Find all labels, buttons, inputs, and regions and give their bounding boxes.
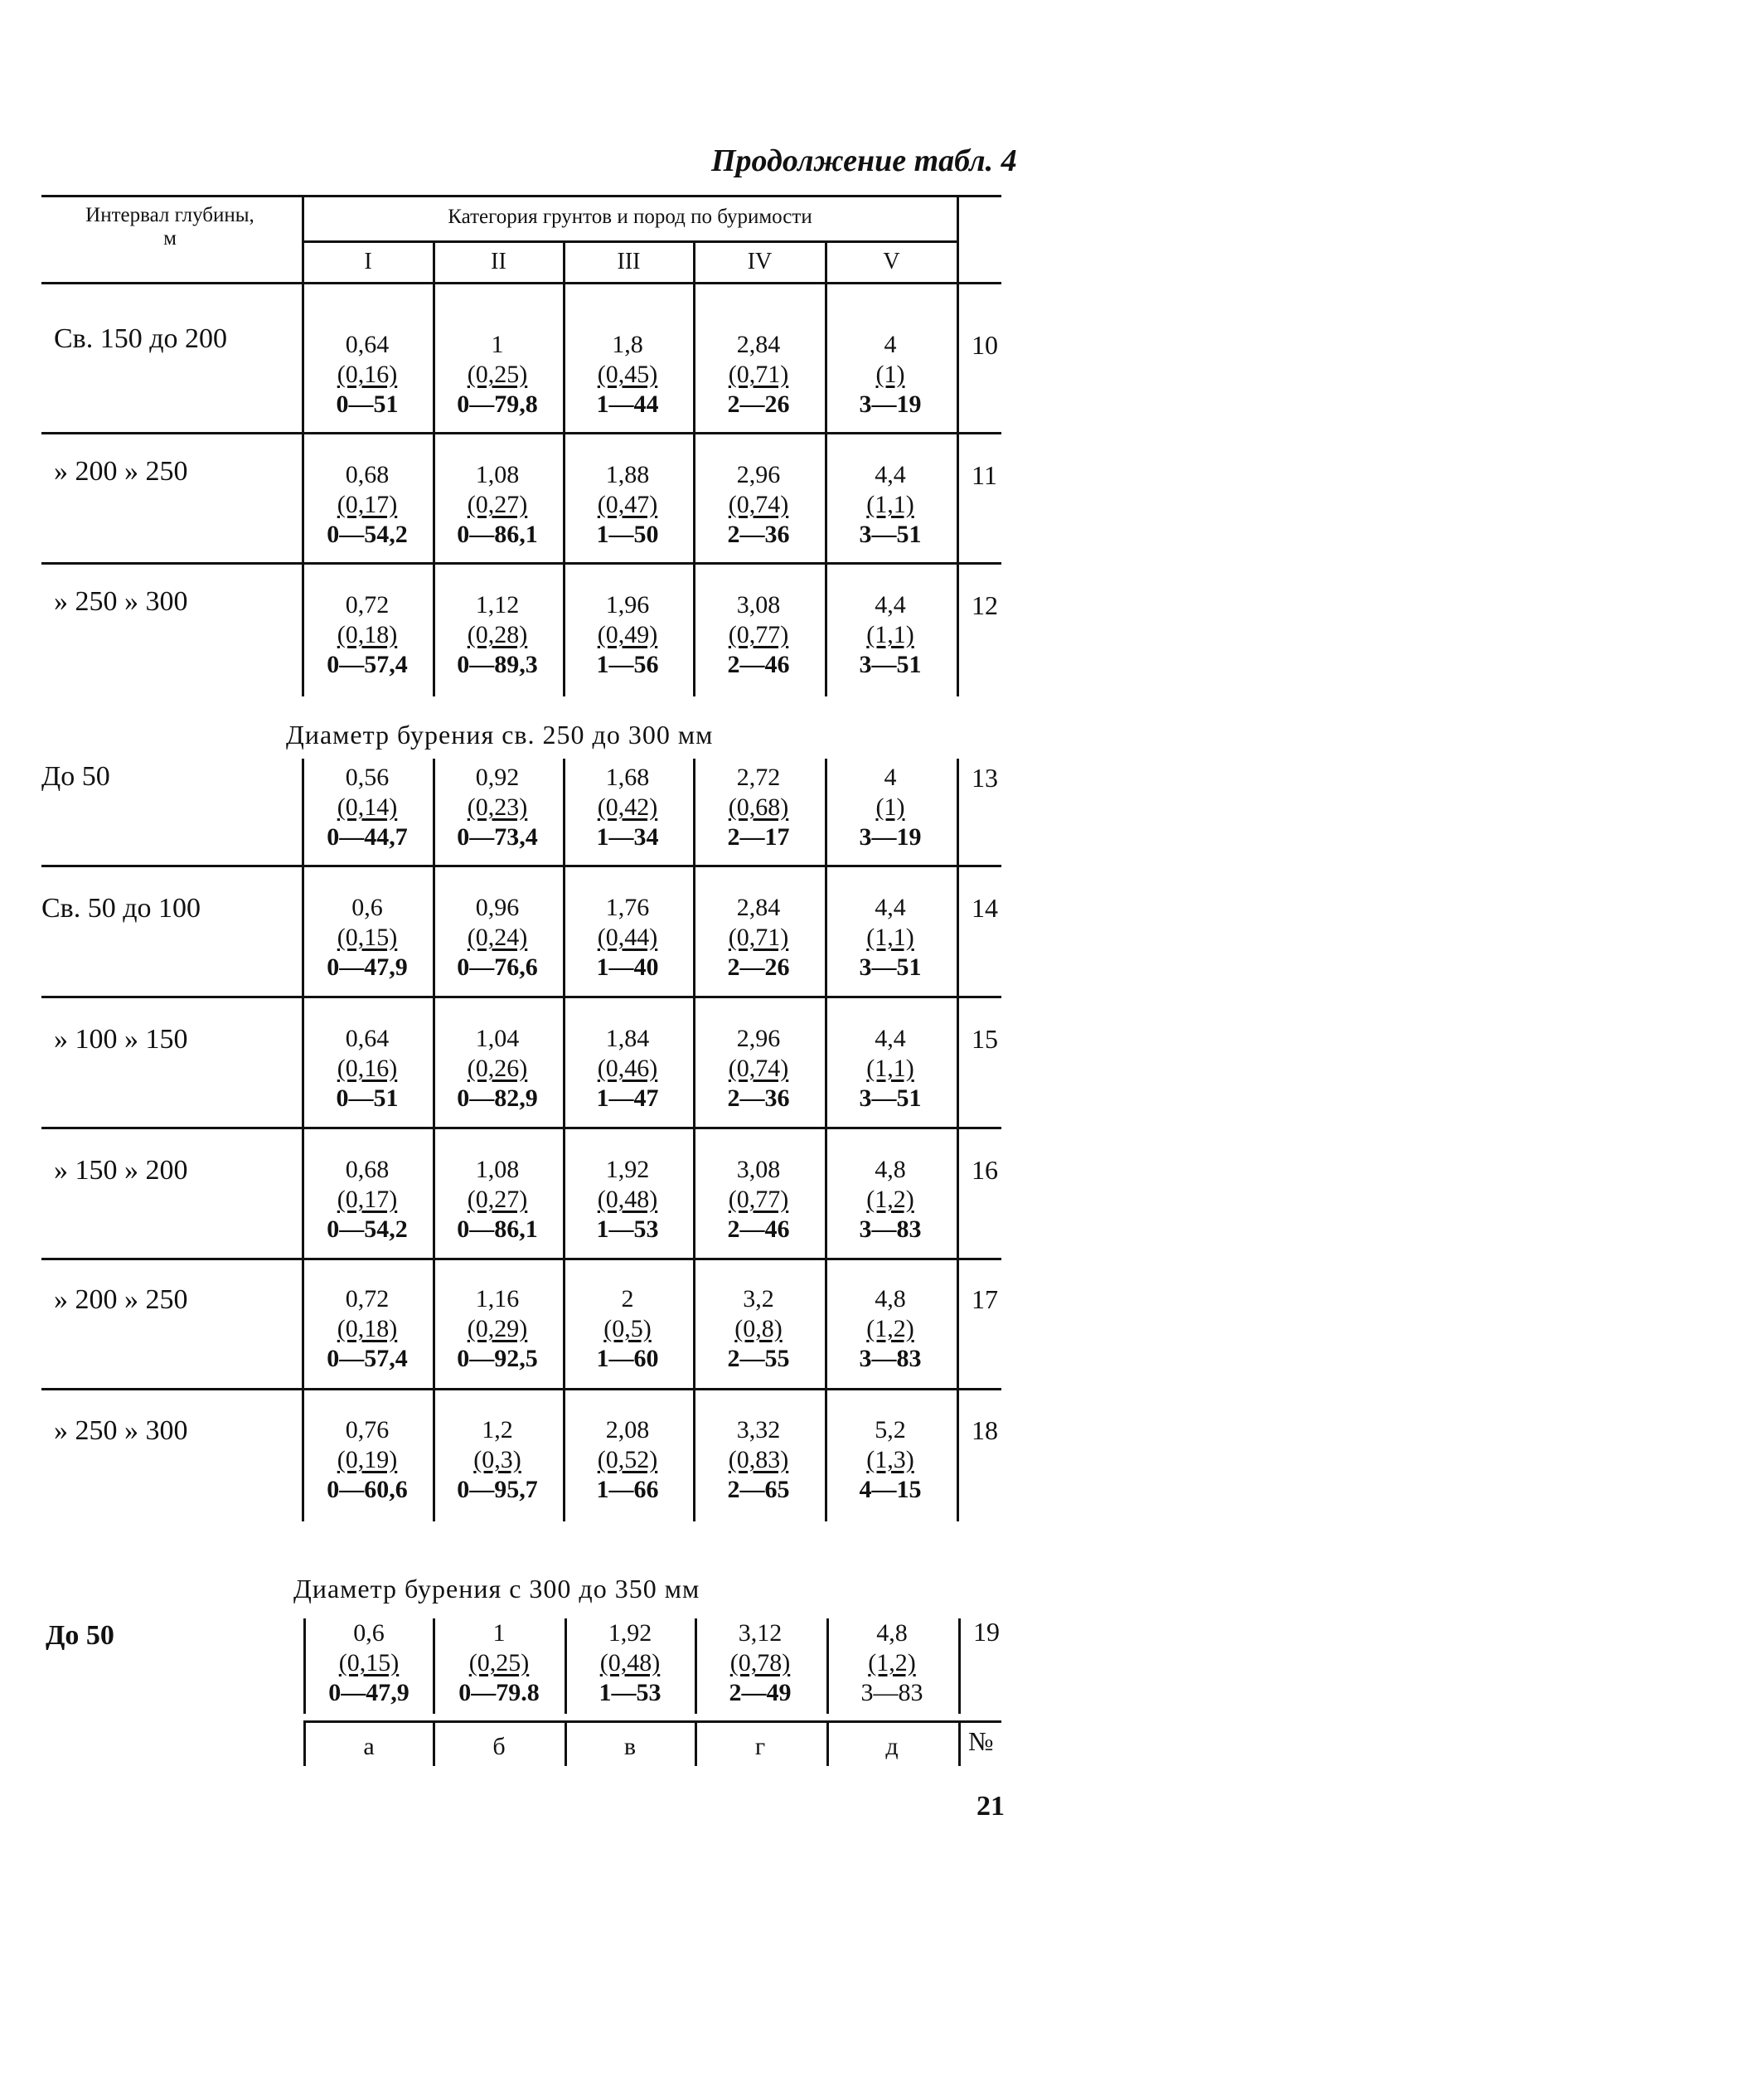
- depth-interval-label: » 250 » 300: [54, 1415, 188, 1446]
- column-rule: [693, 284, 695, 696]
- rate-value: 4,8: [875, 1285, 906, 1312]
- rate-range: 0—79,8: [457, 391, 538, 418]
- rate-paren: (0,15): [338, 1649, 400, 1676]
- rate-paren: (0,27): [467, 1186, 528, 1213]
- rate-range: 0—73,4: [457, 823, 538, 851]
- rate-range: 2—46: [727, 1215, 790, 1243]
- rate-value: 2,96: [736, 461, 781, 488]
- rate-cell: [305, 1415, 429, 1505]
- rate-paren: (0,83): [728, 1446, 789, 1473]
- rate-range: 2—26: [727, 953, 790, 981]
- section-heading: Диаметр бурения св. 250 до 300 мм: [286, 720, 714, 750]
- category-header: II: [491, 249, 506, 274]
- row-rule: [41, 865, 1001, 867]
- header-divider: [957, 195, 959, 284]
- rate-range: 0—86,1: [457, 521, 538, 548]
- rate-paren: (0,52): [597, 1446, 658, 1473]
- rate-range: 0—82,9: [457, 1084, 538, 1112]
- rate-range: 3—83: [859, 1345, 922, 1372]
- rate-paren: (0,3): [473, 1446, 521, 1473]
- number-column-label: №: [968, 1726, 994, 1756]
- depth-interval-label: » 200 » 250: [54, 456, 188, 487]
- depth-interval-label: » 100 » 150: [54, 1024, 188, 1055]
- depth-interval-label: Св. 150 до 200: [54, 323, 228, 354]
- rate-paren: (0,28): [467, 621, 528, 648]
- rate-value: 3,2: [743, 1285, 774, 1312]
- rate-cell: [435, 1284, 560, 1374]
- rate-cell: [696, 1415, 821, 1505]
- column-letter: д: [885, 1733, 899, 1760]
- rate-range: 3—51: [859, 521, 922, 548]
- rate-cell: [696, 763, 821, 852]
- rate-cell: [565, 1024, 690, 1114]
- rate-range: 0—44,7: [327, 823, 408, 851]
- rate-value: 4,4: [875, 591, 906, 619]
- rate-paren: (0,8): [734, 1315, 783, 1342]
- rate-paren: (0,78): [729, 1649, 791, 1676]
- rate-value: 4: [884, 331, 897, 358]
- rate-range: 3—51: [859, 953, 922, 981]
- rate-value: 3,32: [736, 1416, 781, 1443]
- rate-cell: [435, 590, 560, 680]
- depth-interval-label: » 150 » 200: [54, 1155, 188, 1186]
- rate-cell: [565, 1284, 690, 1374]
- rate-range: 2—36: [727, 521, 790, 548]
- footer-divider: [695, 1720, 697, 1766]
- rate-value: 1,76: [605, 894, 650, 921]
- rate-range: 0—89,3: [457, 651, 538, 678]
- row-number: 19: [973, 1617, 1000, 1647]
- rate-cell: [307, 1618, 431, 1708]
- header-interval: Интервал глубины, м: [85, 204, 254, 250]
- header-category-title: Категория грунтов и пород по буримости: [448, 206, 812, 228]
- page-number: 21: [976, 1791, 1005, 1822]
- rate-value: 0,68: [345, 1156, 390, 1183]
- rate-paren: (0,5): [603, 1315, 652, 1342]
- rate-range: 0—86,1: [457, 1215, 538, 1243]
- rate-value: 1,2: [482, 1416, 513, 1443]
- rate-value: 4,4: [875, 461, 906, 488]
- rate-cell: [696, 893, 821, 982]
- column-rule: [433, 1618, 435, 1714]
- header-mid-rule: [303, 240, 958, 243]
- row-rule: [41, 1388, 1001, 1390]
- column-letter: в: [623, 1733, 637, 1760]
- rate-paren: (0,23): [467, 793, 528, 821]
- category-header: III: [617, 249, 641, 274]
- rate-range: 2—55: [727, 1345, 790, 1372]
- section-heading: Диаметр бурения с 300 до 350 мм: [293, 1574, 700, 1604]
- category-header: IV: [747, 249, 773, 274]
- footer-divider: [565, 1720, 567, 1766]
- rate-value: 1,88: [605, 461, 650, 488]
- rate-paren: (0,16): [337, 1055, 398, 1082]
- rate-cell: [435, 460, 560, 550]
- rate-paren: (1): [875, 361, 905, 388]
- row-number: 13: [972, 763, 998, 793]
- rate-paren: (0,46): [597, 1055, 658, 1082]
- table-caption: Продолжение табл. 4: [711, 143, 1017, 178]
- rate-range: 3—51: [859, 651, 922, 678]
- rate-paren: (1,2): [866, 1186, 914, 1213]
- rate-range: 1—34: [596, 823, 659, 851]
- rate-value: 3,08: [736, 1156, 781, 1183]
- depth-interval-label: » 200 » 250: [54, 1284, 188, 1315]
- rate-cell: [565, 1155, 690, 1244]
- column-letter: б: [492, 1733, 506, 1760]
- rate-value: 0,92: [475, 764, 520, 791]
- column-rule: [695, 1618, 697, 1714]
- row-number: 14: [972, 893, 998, 923]
- rate-range: 0—57,4: [327, 1345, 408, 1372]
- rate-paren: (0,49): [597, 621, 658, 648]
- rate-range: 2—17: [727, 823, 790, 851]
- rate-value: 1,08: [475, 461, 520, 488]
- rate-range: 3—83: [859, 1215, 922, 1243]
- depth-interval-label: Св. 50 до 100: [41, 893, 201, 924]
- rate-value: 0,56: [345, 764, 390, 791]
- rate-paren: (0,47): [597, 491, 658, 518]
- column-rule: [826, 1618, 829, 1714]
- rate-range: 0—54,2: [327, 521, 408, 548]
- rate-range: 1—53: [596, 1215, 659, 1243]
- rate-value: 0,96: [475, 894, 520, 921]
- column-rule: [957, 759, 959, 1521]
- rate-cell: [305, 893, 429, 982]
- rate-cell: [568, 1618, 692, 1708]
- rate-paren: (0,18): [337, 621, 398, 648]
- rate-range: 0—95,7: [457, 1476, 538, 1503]
- rate-cell: [565, 1415, 690, 1505]
- rate-range: 2—49: [729, 1679, 792, 1706]
- rate-paren: (1,2): [868, 1649, 916, 1676]
- rate-range: 1—66: [596, 1476, 659, 1503]
- rate-range: 1—50: [596, 521, 659, 548]
- rate-range: 1—40: [596, 953, 659, 981]
- rate-paren: (1,1): [866, 621, 914, 648]
- rate-value: 5,2: [875, 1416, 906, 1443]
- depth-interval-label: До 50: [46, 1620, 114, 1651]
- rate-paren: (0,45): [597, 361, 658, 388]
- row-rule: [41, 432, 1001, 434]
- rate-cell: [305, 1284, 429, 1374]
- rate-value: 4,4: [875, 1025, 906, 1052]
- rate-value: 1,08: [475, 1156, 520, 1183]
- rate-cell: [305, 763, 429, 852]
- rate-range: 2—26: [727, 391, 790, 418]
- rate-cell: [305, 1024, 429, 1114]
- rate-cell: [565, 330, 690, 420]
- rate-value: 3,08: [736, 591, 781, 619]
- rate-value: 1: [491, 331, 504, 358]
- row-number: 12: [972, 590, 998, 620]
- rate-value: 1,8: [612, 331, 643, 358]
- rate-range: 2—46: [727, 651, 790, 678]
- rate-range: 2—36: [727, 1084, 790, 1112]
- column-rule: [958, 1618, 961, 1714]
- rate-range: 0—54,2: [327, 1215, 408, 1243]
- column-rule: [957, 284, 959, 696]
- rate-paren: (0,19): [337, 1446, 398, 1473]
- rate-value: 0,64: [345, 331, 390, 358]
- row-number: 11: [972, 460, 997, 490]
- rate-cell: [435, 1024, 560, 1114]
- rate-range: 0—57,4: [327, 651, 408, 678]
- rate-cell: [828, 1155, 952, 1244]
- rate-range: 1—44: [596, 391, 659, 418]
- rate-range: 1—53: [598, 1679, 662, 1706]
- rate-paren: (1,3): [866, 1446, 914, 1473]
- rate-cell: [698, 1618, 822, 1708]
- rate-cell: [696, 1284, 821, 1374]
- rate-cell: [696, 460, 821, 550]
- column-letter: г: [754, 1733, 766, 1760]
- rate-range: 1—56: [596, 651, 659, 678]
- rate-paren: (0,29): [467, 1315, 528, 1342]
- rate-paren: (0,15): [337, 924, 398, 951]
- rate-paren: (1,1): [866, 491, 914, 518]
- rate-cell: [565, 763, 690, 852]
- rate-value: 0,68: [345, 461, 390, 488]
- rate-value: 3,12: [738, 1619, 783, 1647]
- rate-value: 1: [492, 1619, 506, 1647]
- rate-paren: (0,24): [467, 924, 528, 951]
- rate-range: 3—83: [860, 1679, 923, 1706]
- rate-cell: [305, 460, 429, 550]
- rate-value: 0,72: [345, 591, 390, 619]
- rate-range: 0—60,6: [327, 1476, 408, 1503]
- rate-cell: [565, 460, 690, 550]
- row-number: 18: [972, 1415, 998, 1445]
- rate-value: 1,12: [475, 591, 520, 619]
- footer-divider: [826, 1720, 829, 1766]
- rate-cell: [696, 590, 821, 680]
- rate-cell: [828, 1284, 952, 1374]
- rate-value: 1,84: [605, 1025, 650, 1052]
- rate-paren: (0,77): [728, 621, 789, 648]
- rate-value: 2: [621, 1285, 634, 1312]
- rate-cell: [828, 1024, 952, 1114]
- rate-range: 0—51: [336, 1084, 399, 1112]
- rate-cell: [305, 330, 429, 420]
- rate-paren: (1,2): [866, 1315, 914, 1342]
- rate-value: 0,64: [345, 1025, 390, 1052]
- rate-paren: (0,71): [728, 924, 789, 951]
- rate-value: 1,16: [475, 1285, 520, 1312]
- rate-paren: (0,26): [467, 1055, 528, 1082]
- rate-cell: [696, 330, 821, 420]
- rate-range: 3—19: [859, 391, 922, 418]
- rate-range: 1—47: [596, 1084, 659, 1112]
- rate-value: 4,8: [875, 1156, 906, 1183]
- column-rule: [565, 1618, 567, 1714]
- rate-value: 1,92: [608, 1619, 652, 1647]
- rate-paren: (0,14): [337, 793, 398, 821]
- rate-cell: [828, 330, 952, 420]
- header-top-rule: [41, 195, 1001, 197]
- rate-paren: (0,44): [597, 924, 658, 951]
- rate-cell: [828, 763, 952, 852]
- rate-paren: (0,48): [599, 1649, 661, 1676]
- rate-value: 1,68: [605, 764, 650, 791]
- category-header: V: [883, 249, 900, 274]
- footer-divider: [433, 1720, 435, 1766]
- column-rule: [303, 1618, 306, 1714]
- rate-value: 0,6: [351, 894, 383, 921]
- rate-value: 2,84: [736, 894, 781, 921]
- rate-paren: (0,16): [337, 361, 398, 388]
- rate-paren: (0,25): [467, 361, 528, 388]
- rate-cell: [565, 893, 690, 982]
- rate-cell: [828, 460, 952, 550]
- row-rule: [41, 996, 1001, 998]
- rate-value: 1,04: [475, 1025, 520, 1052]
- footer-divider: [303, 1720, 306, 1766]
- rate-paren: (0,18): [337, 1315, 398, 1342]
- rate-paren: (0,17): [337, 1186, 398, 1213]
- rate-paren: (1,1): [866, 924, 914, 951]
- column-rule: [825, 759, 827, 1521]
- rate-value: 1,96: [605, 591, 650, 619]
- rate-cell: [696, 1024, 821, 1114]
- rate-paren: (0,77): [728, 1186, 789, 1213]
- rate-range: 3—51: [859, 1084, 922, 1112]
- rate-value: 0,6: [353, 1619, 385, 1647]
- rate-cell: [830, 1618, 954, 1708]
- row-number: 15: [972, 1024, 998, 1054]
- column-rule: [563, 759, 565, 1521]
- rate-range: 2—65: [727, 1476, 790, 1503]
- depth-interval-label: » 250 » 300: [54, 586, 188, 617]
- footer-rule: [303, 1720, 1001, 1723]
- rate-cell: [305, 1155, 429, 1244]
- footer-divider: [958, 1720, 961, 1766]
- rate-cell: [435, 893, 560, 982]
- column-letter: а: [363, 1733, 375, 1760]
- rate-value: 4,4: [875, 894, 906, 921]
- rate-value: 2,84: [736, 331, 781, 358]
- rate-range: 0—92,5: [457, 1345, 538, 1372]
- row-number: 10: [972, 330, 998, 360]
- rate-cell: [435, 763, 560, 852]
- rate-paren: (0,42): [597, 793, 658, 821]
- row-rule: [41, 562, 1001, 565]
- rate-paren: (0,68): [728, 793, 789, 821]
- rate-paren: (0,25): [468, 1649, 530, 1676]
- row-rule: [41, 1258, 1001, 1260]
- rate-cell: [305, 590, 429, 680]
- rate-value: 4,8: [876, 1619, 908, 1647]
- column-rule: [302, 284, 304, 696]
- rate-paren: (0,74): [728, 491, 789, 518]
- rate-cell: [828, 590, 952, 680]
- depth-interval-label: До 50: [41, 761, 110, 792]
- rate-value: 2,96: [736, 1025, 781, 1052]
- row-number: 17: [972, 1284, 998, 1314]
- rate-paren: (0,17): [337, 491, 398, 518]
- column-rule: [302, 759, 304, 1521]
- column-rule: [825, 284, 827, 696]
- rate-cell: [437, 1618, 561, 1708]
- rate-range: 0—47,9: [327, 953, 408, 981]
- rate-value: 4: [884, 764, 897, 791]
- rate-range: 0—76,6: [457, 953, 538, 981]
- rate-cell: [435, 1155, 560, 1244]
- rate-value: 2,72: [736, 764, 781, 791]
- rate-value: 1,92: [605, 1156, 650, 1183]
- rate-paren: (0,71): [728, 361, 789, 388]
- row-rule: [41, 1127, 1001, 1129]
- rate-cell: [828, 1415, 952, 1505]
- rate-paren: (0,74): [728, 1055, 789, 1082]
- rate-range: 3—19: [859, 823, 922, 851]
- header-bottom-rule: [41, 282, 1001, 284]
- column-rule: [693, 759, 695, 1521]
- rate-cell: [565, 590, 690, 680]
- rate-cell: [696, 1155, 821, 1244]
- rate-range: 0—79.8: [458, 1679, 540, 1706]
- rate-range: 1—60: [596, 1345, 659, 1372]
- rate-cell: [435, 330, 560, 420]
- rate-value: 2,08: [605, 1416, 650, 1443]
- rate-range: 4—15: [859, 1476, 922, 1503]
- rate-paren: (0,27): [467, 491, 528, 518]
- column-rule: [433, 759, 435, 1521]
- rate-paren: (1,1): [866, 1055, 914, 1082]
- rate-cell: [828, 893, 952, 982]
- category-header: I: [364, 249, 372, 274]
- rate-range: 0—51: [336, 391, 399, 418]
- rate-paren: (0,48): [597, 1186, 658, 1213]
- rate-paren: (1): [875, 793, 905, 821]
- row-number: 16: [972, 1155, 998, 1185]
- rate-range: 0—47,9: [328, 1679, 410, 1706]
- rate-value: 0,76: [345, 1416, 390, 1443]
- rate-cell: [435, 1415, 560, 1505]
- rate-value: 0,72: [345, 1285, 390, 1312]
